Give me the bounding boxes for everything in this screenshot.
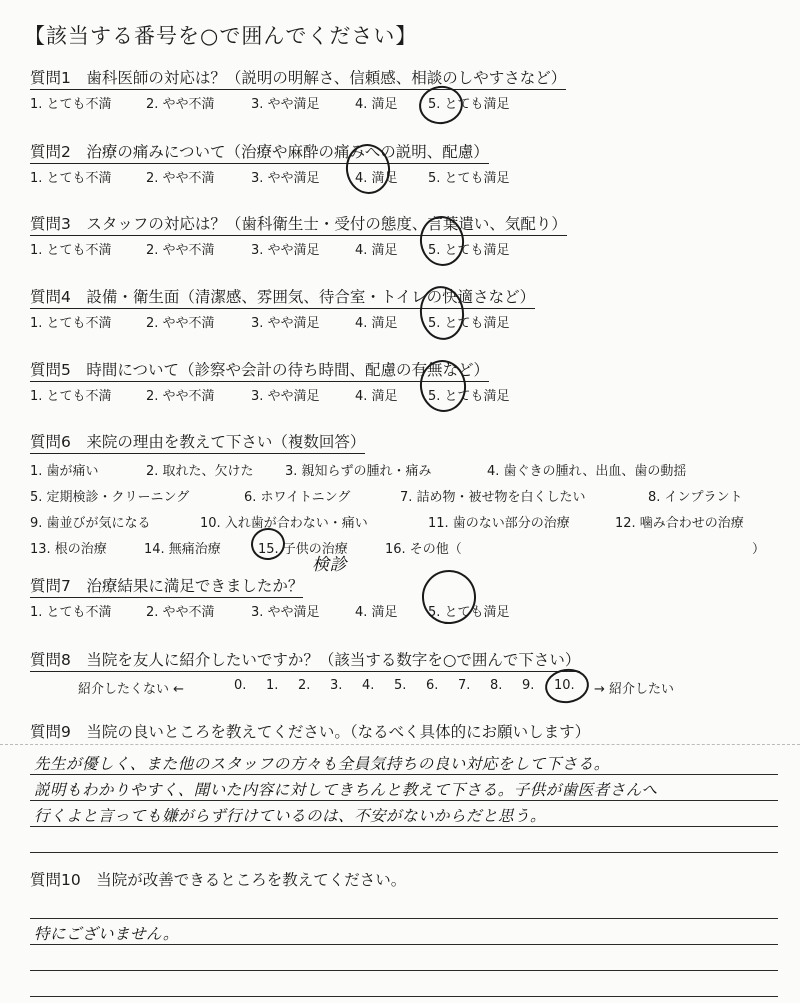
- q6-row-2: [30, 486, 780, 512]
- question-7-options: [30, 601, 510, 621]
- form-title: 【該当する番号を○で囲んでください】: [24, 24, 418, 48]
- reason-1[interactable]: 1. 歯が痛い: [30, 464, 99, 479]
- q9-answer-line-3: 行くよと言っても嫌がらず行けているのは、不安がないからだと思う。: [34, 807, 547, 825]
- option-4[interactable]: 4. 満足: [355, 316, 398, 331]
- option-5[interactable]: 5. とても満足: [428, 171, 510, 186]
- reason-12[interactable]: 12. 噛み合わせの治療: [615, 516, 744, 531]
- question-2-options: [30, 167, 510, 187]
- reason-5[interactable]: 5. 定期検診・クリーニング: [30, 490, 190, 505]
- q9-answer-line-2: 説明もわかりやすく、聞いた内容に対してきちんと教えて下さる。子供が歯医者さんへ: [34, 781, 658, 799]
- question-1: [30, 68, 566, 113]
- option-2[interactable]: 2. やや不満: [146, 389, 215, 404]
- question-1-options: [30, 93, 566, 113]
- question-3-heading: 質問3 スタッフの対応は？（歯科衛生士・受付の態度、言葉遣い、気配り）: [30, 214, 567, 236]
- question-1-heading: 質問1 歯科医師の対応は？（説明の明解さ、信頼感、相談のしやすさなど）: [30, 68, 566, 90]
- question-10-heading: 質問10 当院が改善できるところを教えてください。: [30, 871, 407, 889]
- fold-line: [0, 744, 800, 745]
- q6-row-1: [30, 460, 780, 486]
- scale-7[interactable]: 7.: [458, 678, 471, 693]
- question-8: [30, 650, 675, 698]
- option-4[interactable]: 4. 満足: [355, 243, 398, 258]
- question-2-heading: 質問2 治療の痛みについて（治療や麻酔の痛みへの説明、配慮）: [30, 142, 489, 164]
- reason-13[interactable]: 13. 根の治療: [30, 542, 107, 557]
- option-5[interactable]: 5. とても満足: [428, 243, 510, 258]
- reason-6[interactable]: 6. ホワイトニング: [244, 490, 351, 505]
- question-3: [30, 214, 567, 259]
- reason-14[interactable]: 14. 無痛治療: [144, 542, 221, 557]
- reason-10[interactable]: 10. 入れ歯が合わない・痛い: [200, 516, 368, 531]
- option-5[interactable]: 5. とても満足: [428, 316, 510, 331]
- reason-4[interactable]: 4. 歯ぐきの腫れ、出血、歯の動揺: [487, 464, 687, 479]
- question-5-heading: 質問5 時間について（診察や会計の待ち時間、配慮の有無など）: [30, 360, 489, 382]
- question-7: [30, 576, 510, 621]
- option-4[interactable]: 4. 満足: [355, 605, 398, 620]
- option-3[interactable]: 3. やや満足: [251, 316, 320, 331]
- scale-1[interactable]: 1.: [266, 678, 279, 693]
- option-1[interactable]: 1. とても不満: [30, 389, 112, 404]
- scale-10[interactable]: 10.: [554, 678, 575, 693]
- option-1[interactable]: 1. とても不満: [30, 97, 112, 112]
- question-6: [30, 432, 780, 564]
- answer-line-1: [30, 774, 778, 775]
- option-3[interactable]: 3. やや満足: [251, 605, 320, 620]
- scale-8[interactable]: 8.: [490, 678, 503, 693]
- option-5[interactable]: 5. とても満足: [428, 389, 510, 404]
- option-5[interactable]: 5. とても満足: [428, 97, 510, 112]
- option-2[interactable]: 2. やや不満: [146, 243, 215, 258]
- question-7-heading: 質問7 治療結果に満足できましたか？: [30, 576, 303, 598]
- answer-line-7: [30, 970, 778, 971]
- scale-right-label: → 紹介したい: [594, 682, 675, 697]
- option-4[interactable]: 4. 満足: [355, 171, 398, 186]
- option-3[interactable]: 3. やや満足: [251, 97, 320, 112]
- option-3[interactable]: 3. やや満足: [251, 389, 320, 404]
- option-1[interactable]: 1. とても不満: [30, 243, 112, 258]
- q6-row-4: [30, 538, 780, 564]
- option-4[interactable]: 4. 満足: [355, 97, 398, 112]
- option-5[interactable]: 5. とても満足: [428, 605, 510, 620]
- answer-line-3: [30, 826, 778, 827]
- reason-11[interactable]: 11. 歯のない部分の治療: [428, 516, 570, 531]
- scale-3[interactable]: 3.: [330, 678, 343, 693]
- reason-15[interactable]: 15. 子供の治療: [258, 542, 348, 557]
- reason-2[interactable]: 2. 取れた、欠けた: [146, 464, 254, 479]
- handwritten-note-q6: 検診: [312, 555, 347, 575]
- answer-line-8: [30, 996, 778, 997]
- option-2[interactable]: 2. やや不満: [146, 316, 215, 331]
- scale-0[interactable]: 0.: [234, 678, 247, 693]
- reason-7[interactable]: 7. 詰め物・被せ物を白くしたい: [400, 490, 586, 505]
- scale-5[interactable]: 5.: [394, 678, 407, 693]
- question-4-heading: 質問4 設備・衛生面（清潔感、雰囲気、待合室・トイレの快適さなど）: [30, 287, 535, 309]
- option-2[interactable]: 2. やや不満: [146, 97, 215, 112]
- reason-8[interactable]: 8. インプラント: [648, 490, 743, 505]
- question-8-scale: [30, 678, 675, 698]
- scale-2[interactable]: 2.: [298, 678, 311, 693]
- option-2[interactable]: 2. やや不満: [146, 605, 215, 620]
- reason-3[interactable]: 3. 親知らずの腫れ・痛み: [285, 464, 432, 479]
- scale-4[interactable]: 4.: [362, 678, 375, 693]
- answer-line-2: [30, 800, 778, 801]
- option-4[interactable]: 4. 満足: [355, 389, 398, 404]
- question-2: [30, 142, 510, 187]
- q10-answer: 特にございません。: [34, 925, 179, 943]
- question-9: [30, 720, 590, 742]
- answer-line-6: [30, 944, 778, 945]
- question-3-options: [30, 239, 567, 259]
- scale-6[interactable]: 6.: [426, 678, 439, 693]
- scale-left-label: 紹介したくない ←: [78, 682, 185, 697]
- answer-line-4: [30, 852, 778, 853]
- q6-row-3: [30, 512, 780, 538]
- q9-answer-line-1: 先生が優しく、また他のスタッフの方々も全員気持ちの良い対応をして下さる。: [34, 755, 610, 773]
- question-8-heading: 質問8 当院を友人に紹介したいですか？（該当する数字を○で囲んで下さい）: [30, 650, 580, 672]
- option-3[interactable]: 3. やや満足: [251, 243, 320, 258]
- answer-line-5: [30, 918, 778, 919]
- question-9-heading: 質問9 当院の良いところを教えてください。（なるべく具体的にお願いします）: [30, 723, 591, 741]
- reason-16[interactable]: 16. その他（: [385, 542, 462, 557]
- option-3[interactable]: 3. やや満足: [251, 171, 320, 186]
- scale-9[interactable]: 9.: [522, 678, 535, 693]
- option-1[interactable]: 1. とても不満: [30, 605, 112, 620]
- question-10: [30, 868, 406, 890]
- option-2[interactable]: 2. やや不満: [146, 171, 215, 186]
- reason-9[interactable]: 9. 歯並びが気になる: [30, 516, 151, 531]
- reason-16-close: ）: [752, 542, 766, 557]
- option-1[interactable]: 1. とても不満: [30, 316, 112, 331]
- option-1[interactable]: 1. とても不満: [30, 171, 112, 186]
- question-6-heading: 質問6 来院の理由を教えて下さい（複数回答）: [30, 432, 365, 454]
